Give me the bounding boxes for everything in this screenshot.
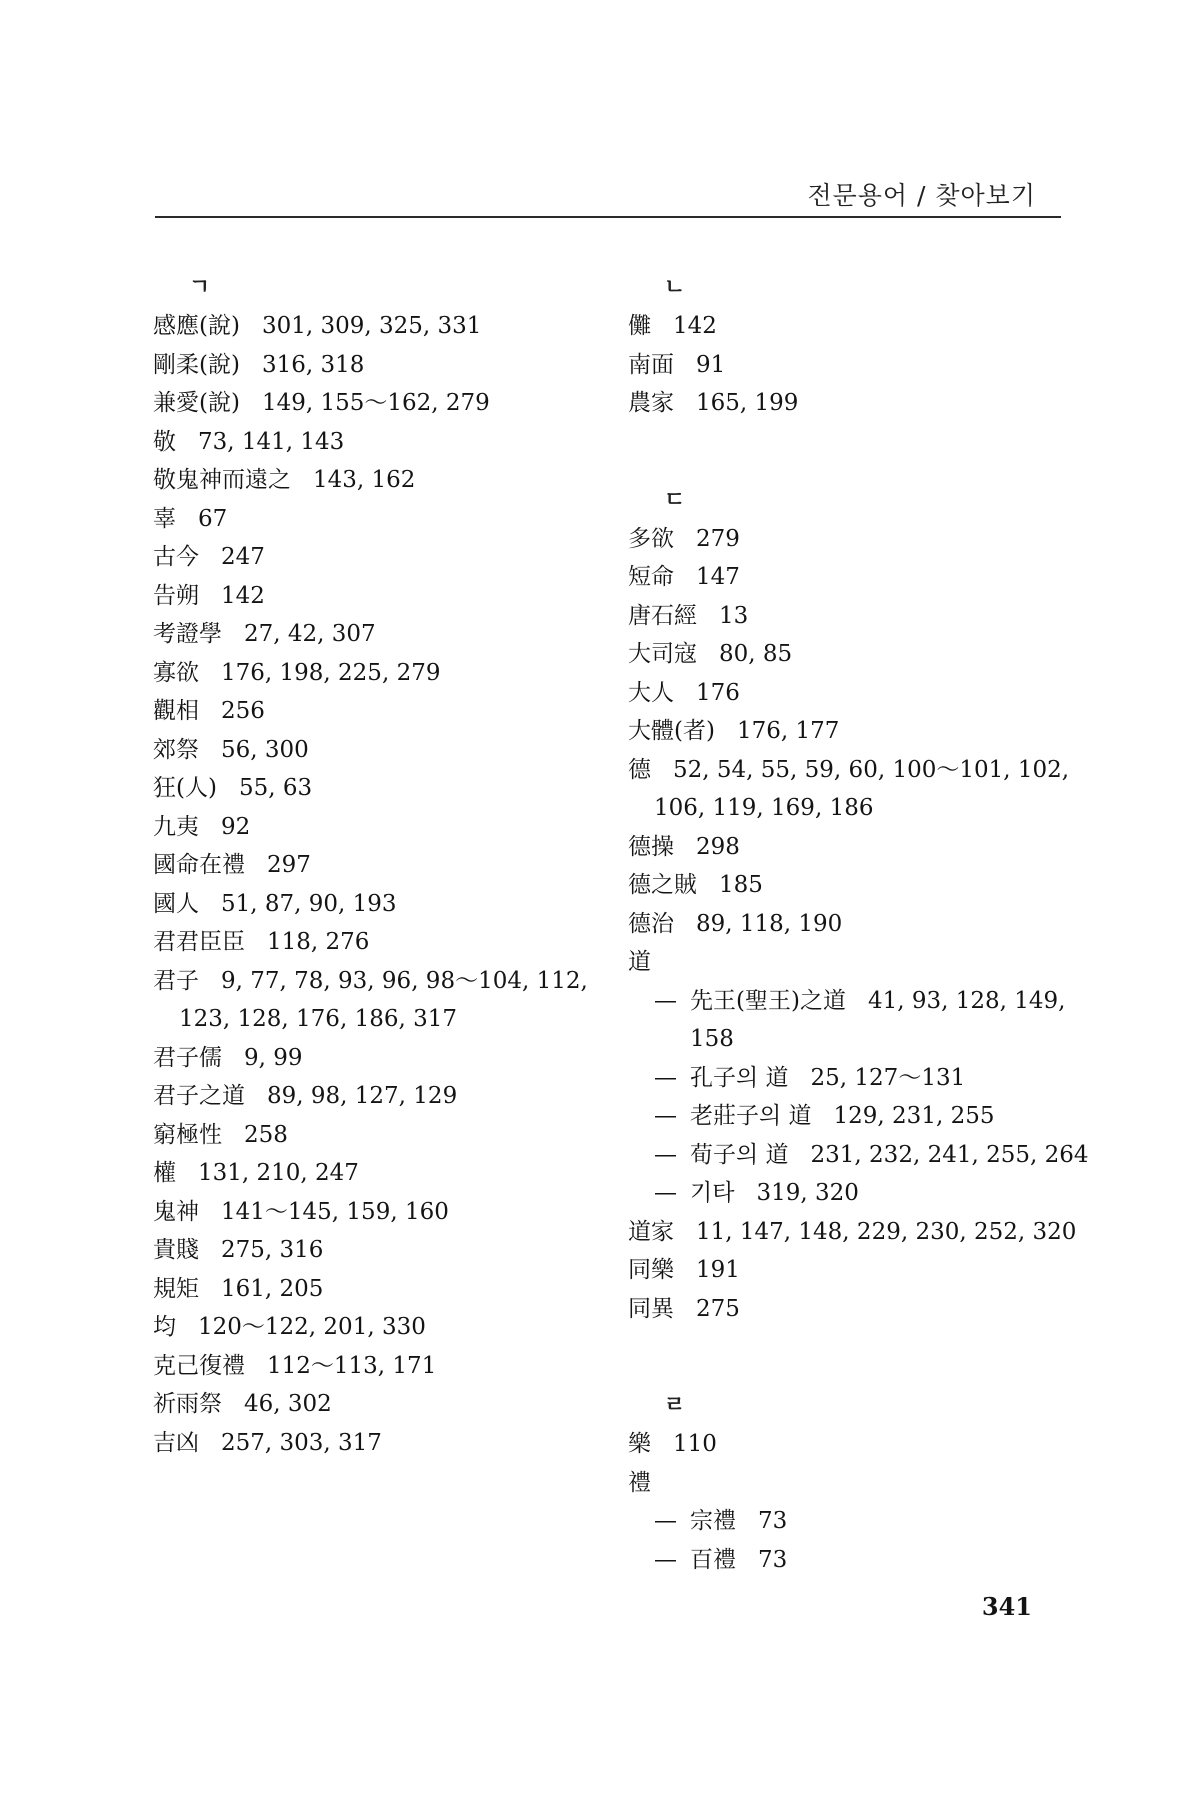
entry-pages: 275, 316 [221, 1237, 324, 1263]
subentry-term: 孔子의 道 [690, 1064, 789, 1091]
index-entry [153, 731, 593, 770]
section-heading-n: ㄴ [664, 275, 686, 300]
entry-list-n [628, 307, 1098, 423]
section-heading-r: ㄹ [664, 1393, 686, 1418]
entry-pages: 301, 309, 325, 331 [261, 313, 482, 339]
entry-pages-continued: 106, 119, 169, 186 [654, 795, 874, 821]
index-entry [153, 461, 593, 500]
index-entry [153, 1231, 593, 1270]
entry-term: 敬 [153, 428, 176, 455]
entry-term: 短命 [628, 564, 674, 590]
entry-term: 吉凶 [153, 1429, 199, 1456]
entry-pages: 176, 177 [736, 718, 840, 744]
entry-pages: 143, 162 [313, 467, 416, 493]
entry-pages: 51, 87, 90, 193 [221, 890, 397, 917]
header-rule [155, 216, 1061, 218]
index-entry [153, 1347, 593, 1386]
entry-pages: 161, 205 [221, 1275, 324, 1302]
entry-pages: 141～145, 159, 160 [221, 1198, 449, 1225]
index-entry [628, 307, 1098, 346]
entry-list-g [153, 307, 593, 1462]
subentry-pages: 73 [758, 1508, 788, 1534]
entry-term: 辜 [153, 505, 176, 532]
entry-pages: 258 [244, 1121, 288, 1148]
index-entry [628, 712, 1098, 751]
index-entry [153, 846, 593, 885]
index-entry [628, 1290, 1098, 1329]
subentry-pages: 129, 231, 255 [833, 1103, 995, 1129]
entry-term: 同異 [628, 1295, 674, 1322]
entry-term: 國人 [153, 890, 199, 917]
index-entry [153, 654, 593, 693]
index-entry [153, 1270, 593, 1309]
index-entry [153, 962, 593, 1039]
entry-pages: 275 [696, 1295, 740, 1322]
entry-term: 祈雨祭 [153, 1391, 222, 1417]
entry-term: 考證學 [153, 621, 222, 647]
index-entry [153, 538, 593, 577]
subentry-pages: 319, 320 [756, 1180, 859, 1206]
entry-term: 德 [628, 756, 651, 783]
entry-term: 君子 [153, 967, 199, 994]
entry-pages-continued: 123, 128, 176, 186, 317 [179, 1006, 457, 1032]
index-entry [153, 1385, 593, 1424]
entry-pages: 131, 210, 247 [198, 1160, 359, 1186]
index-entry [153, 923, 593, 962]
subentry-dash: — [654, 1141, 677, 1168]
entry-pages: 191 [696, 1257, 740, 1283]
entry-term: 均 [153, 1314, 176, 1340]
page-number: 341 [981, 1592, 1032, 1621]
entry-pages: 91 [696, 351, 726, 378]
subentry-dash: — [654, 1064, 677, 1091]
entry-term: 觀相 [153, 698, 199, 724]
entry-term: 感應(說) [153, 313, 240, 339]
entry-term: 敬鬼神而遠之 [153, 467, 291, 493]
entry-pages: 147 [696, 564, 740, 590]
index-entry [153, 423, 593, 462]
entry-term: 唐石經 [628, 602, 697, 629]
index-entry [628, 828, 1098, 867]
entry-term: 君君臣臣 [153, 929, 245, 955]
index-entry [153, 1039, 593, 1078]
entry-pages: 89, 118, 190 [696, 910, 843, 937]
subentry-dash: — [654, 1546, 677, 1573]
index-entry [628, 635, 1098, 674]
index-subentry [628, 1136, 1098, 1175]
entry-pages: 297 [267, 852, 311, 878]
entry-pages: 9, 77, 78, 93, 96, 98～104, 112, [221, 967, 588, 994]
entry-term: 大司寇 [628, 641, 697, 667]
index-entry [153, 307, 593, 346]
entry-term: 德治 [628, 910, 674, 937]
entry-term: 鬼神 [153, 1198, 199, 1225]
index-entry [628, 1425, 1098, 1464]
index-entry [153, 384, 593, 423]
entry-term: 大體(者) [628, 718, 715, 744]
entry-term: 多欲 [628, 525, 674, 552]
index-entry [628, 520, 1098, 559]
index-entry-dao [628, 943, 1098, 982]
subentry-pages-continued: 158 [690, 1026, 734, 1052]
entry-pages: 176, 198, 225, 279 [221, 659, 441, 686]
section-heading-d: ㄷ [664, 487, 686, 513]
entry-term: 樂 [628, 1431, 651, 1457]
entry-pages: 11, 147, 148, 229, 230, 252, 320 [696, 1218, 1077, 1245]
entry-pages: 67 [198, 505, 228, 532]
subentry-dash: — [654, 1103, 677, 1129]
entry-pages: 9, 99 [244, 1044, 303, 1071]
subentry-dash: — [654, 1180, 677, 1206]
subentry-dash: — [654, 987, 677, 1014]
entry-pages: 279 [696, 525, 740, 552]
index-column-right [628, 268, 1098, 1579]
entry-pages: 298 [696, 833, 740, 860]
entry-term: 道 [628, 949, 651, 975]
subentry-term: 先王(聖王)之道 [690, 987, 846, 1014]
subentry-dash: — [654, 1508, 677, 1534]
index-entry-li [628, 1464, 1098, 1503]
index-entry [153, 885, 593, 924]
subentry-pages: 41, 93, 128, 149, [867, 987, 1066, 1014]
entry-term: 君子之道 [153, 1083, 245, 1109]
entry-pages: 46, 302 [244, 1391, 332, 1417]
index-entry [153, 615, 593, 654]
index-subentry [628, 982, 1098, 1059]
entry-term: 道家 [628, 1218, 674, 1245]
entry-term: 南面 [628, 351, 674, 378]
entry-pages: 27, 42, 307 [244, 621, 376, 647]
entry-term: 古今 [153, 544, 199, 570]
subentry-pages: 25, 127～131 [810, 1064, 966, 1091]
entry-pages: 13 [719, 602, 749, 629]
index-entry [628, 558, 1098, 597]
section-spacer [628, 1328, 1098, 1386]
index-subentry [628, 1502, 1098, 1541]
subentry-list-li [628, 1502, 1098, 1579]
entry-term: 窮極性 [153, 1121, 222, 1148]
entry-pages: 112～113, 171 [267, 1352, 437, 1379]
entry-term: 德操 [628, 833, 674, 860]
index-entry [628, 866, 1098, 905]
index-entry [153, 1116, 593, 1155]
entry-pages: 247 [221, 544, 265, 570]
entry-term: 德之賊 [628, 872, 697, 898]
entry-term: 規矩 [153, 1275, 199, 1302]
index-entry [153, 577, 593, 616]
entry-pages: 92 [221, 813, 251, 840]
index-subentry [628, 1174, 1098, 1213]
subentry-term: 百禮 [690, 1546, 736, 1573]
entry-pages: 110 [673, 1431, 717, 1457]
index-entry [153, 1154, 593, 1193]
entry-pages: 149, 155～162, 279 [261, 390, 490, 416]
entry-list-d [628, 520, 1098, 944]
index-entry [628, 751, 1098, 828]
entry-term: 國命在禮 [153, 852, 245, 878]
index-entry [628, 597, 1098, 636]
entry-term: 郊祭 [153, 736, 199, 763]
index-entry [153, 808, 593, 847]
entry-term: 大人 [628, 679, 674, 706]
entry-pages: 73, 141, 143 [198, 428, 345, 455]
entry-term: 禮 [628, 1469, 651, 1496]
subentry-term: 기타 [690, 1180, 735, 1206]
index-entry [153, 1077, 593, 1116]
section-heading-g: ㄱ [189, 275, 211, 300]
index-entry [628, 674, 1098, 713]
index-entry [153, 692, 593, 731]
entry-term: 告朔 [153, 582, 199, 609]
entry-pages: 257, 303, 317 [221, 1429, 382, 1456]
index-subentry [628, 1541, 1098, 1580]
entry-term: 同樂 [628, 1257, 674, 1283]
entry-pages: 185 [719, 872, 763, 898]
index-entry [628, 905, 1098, 944]
index-entry [153, 769, 593, 808]
entry-list-r [628, 1425, 1098, 1464]
subentry-term: 荀子의 道 [690, 1141, 789, 1168]
entry-term: 狂(人) [153, 775, 217, 801]
index-entry [628, 384, 1098, 423]
index-subentry [628, 1059, 1098, 1098]
section-spacer [628, 423, 1098, 481]
entry-pages: 52, 54, 55, 59, 60, 100～101, 102, [673, 756, 1070, 783]
entry-pages: 89, 98, 127, 129 [267, 1083, 458, 1109]
entry-pages: 80, 85 [719, 641, 793, 667]
entry-term: 九夷 [153, 813, 199, 840]
entry-term: 貴賤 [153, 1237, 199, 1263]
index-entry [153, 346, 593, 385]
entry-pages: 118, 276 [267, 929, 370, 955]
subentry-pages: 231, 232, 241, 255, 264 [810, 1141, 1089, 1168]
entry-pages: 176 [696, 679, 740, 706]
index-subentry [628, 1097, 1098, 1136]
entry-term: 剛柔(說) [153, 351, 240, 378]
subentry-list-dao [628, 982, 1098, 1213]
index-entry [628, 1213, 1098, 1252]
index-entry [153, 1193, 593, 1232]
subentry-pages: 73 [758, 1546, 788, 1573]
entry-pages: 56, 300 [221, 736, 309, 763]
entry-pages: 120～122, 201, 330 [198, 1314, 426, 1340]
index-entry [628, 346, 1098, 385]
entry-term: 克己復禮 [153, 1352, 245, 1379]
entry-pages: 55, 63 [238, 775, 313, 801]
index-entry [628, 1251, 1098, 1290]
index-entry [153, 500, 593, 539]
entry-term: 寡欲 [153, 659, 199, 686]
entry-term: 權 [153, 1160, 176, 1186]
index-entry [153, 1308, 593, 1347]
entry-pages: 165, 199 [696, 390, 799, 416]
entry-list-d-continued [628, 1213, 1098, 1329]
entry-pages: 142 [221, 582, 265, 609]
index-column-left [153, 268, 593, 1462]
entry-pages: 316, 318 [261, 351, 365, 378]
entry-term: 農家 [628, 390, 674, 416]
entry-term: 君子儒 [153, 1044, 222, 1071]
entry-pages: 256 [221, 698, 265, 724]
subentry-term: 老莊子의 道 [690, 1103, 812, 1129]
entry-term: 兼愛(說) [153, 390, 240, 416]
running-header-title: 전문용어 / 찾아보기 [807, 181, 1036, 210]
entry-term: 儺 [628, 313, 651, 339]
entry-pages: 142 [673, 313, 717, 339]
subentry-term: 宗禮 [690, 1508, 736, 1534]
index-entry [153, 1424, 593, 1463]
